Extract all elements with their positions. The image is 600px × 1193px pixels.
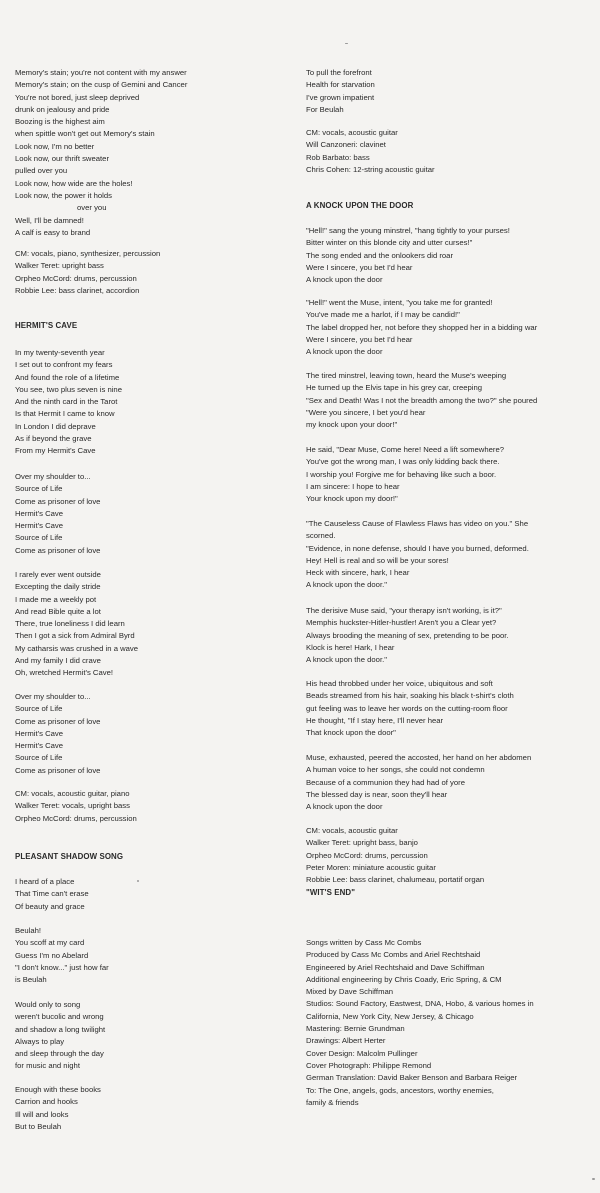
text-line: Then I got a sick from Admiral Byrd <box>15 631 135 641</box>
text-block <box>306 127 591 176</box>
text-line: drunk on jealousy and pride <box>15 104 110 114</box>
text-line: Studios: Sound Factory, Eastwest, DNA, Hobo, & various homes in <box>306 999 534 1009</box>
text-line: Mastering: Bernie Grundman <box>306 1024 405 1034</box>
text-line: Is that Hermit I came to know <box>15 409 115 419</box>
text-line: Source of Life <box>15 753 63 763</box>
text-line: The blessed day is near, soon they'll hear <box>306 789 448 799</box>
text-line: There, true loneliness I did learn <box>15 619 125 629</box>
text-line: Heck with sincere, hark, I hear <box>306 568 410 578</box>
song-title: HERMIT'S CAVE <box>15 321 78 330</box>
text-line: family & friends <box>306 1097 359 1107</box>
text-block <box>15 1084 300 1133</box>
text-line: Hermit's Cave <box>15 741 64 751</box>
text-line: Come as prisoner of love <box>15 716 101 726</box>
text-line: Memphis huckster-Hitler-hustler! Aren't you a Clear yet? <box>306 618 497 628</box>
text-line: Because of a communion they had had of yore <box>306 777 465 787</box>
text-line: and sleep through the day <box>15 1049 104 1059</box>
text-line: Boozing is the highest aim <box>15 117 105 127</box>
text-line: Peter Moren: miniature acoustic guitar <box>306 862 436 872</box>
text-line: Klock is here! Hark, I hear <box>306 642 395 652</box>
text-line: I made me a weekly pot <box>15 594 97 604</box>
text-line: A knock upon the door." <box>306 580 387 590</box>
text-line: And found the role of a lifetime <box>15 372 120 382</box>
text-line: Orpheo McCord: drums, percussion <box>15 813 137 823</box>
text-line: and shadow a long twilight <box>15 1024 106 1034</box>
text-block <box>15 248 300 297</box>
song-title: PLEASANT SHADOW SONG <box>15 852 124 861</box>
text-block <box>15 999 300 1073</box>
text-line: Memory's stain; you're not content with my answer <box>15 68 187 77</box>
text-line: That Time can't erase <box>15 889 89 899</box>
text-block <box>306 297 591 358</box>
text-line: The label dropped her, not before they shopped her in a bidding war <box>306 322 538 332</box>
text-line: Would only to song <box>15 1000 81 1009</box>
text-line: Memory's stain; on the cusp of Gemini and Cancer <box>15 80 188 90</box>
text-line: Chris Cohen: 12-string acoustic guitar <box>306 164 435 174</box>
text-line: Engineered by Ariel Rechtshaid and Dave Schiffman <box>306 962 485 972</box>
text-block <box>306 752 591 813</box>
text-line: A human voice to her songs, she could not condemn <box>306 765 485 775</box>
text-line: Bitter winter on this blonde city and utter curses!" <box>306 238 473 248</box>
text-block <box>306 678 591 739</box>
text-line: over you <box>77 203 107 213</box>
text-line: He thought, "If I stay here, I'll never hear <box>306 715 444 725</box>
text-line: Will Canzoneri: clavinet <box>306 140 386 150</box>
text-line: Ill will and looks <box>15 1109 69 1119</box>
text-line: Health for starvation <box>306 80 375 90</box>
text-line: Rob Barbato: bass <box>306 152 370 162</box>
text-line: A calf is easy to brand <box>15 227 91 237</box>
text-line: You're not bored, just sleep deprived <box>15 92 140 102</box>
text-block <box>306 605 591 666</box>
text-line: my knock upon your door!" <box>306 420 398 430</box>
text-line: Walker Teret: vocals, upright bass <box>15 801 130 811</box>
text-line: You see, two plus seven is nine <box>15 384 122 394</box>
text-line: And the ninth card in the Tarot <box>15 397 118 407</box>
text-line: I am sincere: I hope to hear <box>306 481 400 491</box>
text-line: My catharsis was crushed in a wave <box>15 643 139 653</box>
text-block <box>15 569 300 680</box>
text-line: Source of Life <box>15 484 63 494</box>
text-line: The tired minstrel, leaving town, heard the Muse's weeping <box>306 371 507 380</box>
text-line: scorned. <box>306 531 336 541</box>
text-block <box>15 691 300 777</box>
text-line: weren't bucolic and wrong <box>15 1012 104 1022</box>
text-line: And my family I did crave <box>15 656 101 666</box>
text-line: The song ended and the onlookers did roar <box>306 250 454 260</box>
text-block <box>306 825 591 886</box>
text-line: You've got the wrong man, I was only kidding back there. <box>306 457 500 467</box>
text-line: But to Beulah <box>15 1121 62 1131</box>
text-line: Produced by Cass Mc Combs and Ariel Rechtshaid <box>306 950 481 960</box>
text-line: Cover Photograph: Philippe Remond <box>306 1060 432 1070</box>
text-line: Hermit's Cave <box>15 521 64 531</box>
text-line: Orpheo McCord: drums, percussion <box>306 850 428 860</box>
text-line: In London I did deprave <box>15 421 96 431</box>
text-line: "Evidence, in none defense, should I have you burned, deformed. <box>306 543 529 553</box>
text-line: Hey! Hell is real and so will be your sores! <box>306 555 449 565</box>
text-line: Come as prisoner of love <box>15 545 101 555</box>
text-line: Muse, exhausted, peered the accosted, her hand on her abdomen <box>306 753 532 762</box>
text-line: And read Bible quite a lot <box>15 606 101 616</box>
text-block <box>15 67 300 239</box>
text-line: Come as prisoner of love <box>15 496 101 506</box>
song-title: "WIT'S END" <box>306 888 356 897</box>
text-line: "I don't know..." just how far <box>15 962 109 972</box>
text-line: Hermit's Cave <box>15 508 64 518</box>
text-line: Source of Life <box>15 533 63 543</box>
text-line: Mixed by Dave Schiffman <box>306 987 394 997</box>
text-line: I worship you! Forgive me for behaving like such a boor. <box>306 469 497 479</box>
text-block <box>306 225 591 286</box>
text-line: Excepting the daily stride <box>15 582 101 592</box>
text-line: Oh, wretched Hermit's Cave! <box>15 668 114 678</box>
text-line: Over my shoulder to... <box>15 472 91 481</box>
text-line: Over my shoulder to... <box>15 692 91 701</box>
song-heading-block <box>306 200 591 212</box>
text-line: "Sex and Death! Was I not the breadth among the two?" she poured <box>306 395 538 405</box>
text-line: For Beulah <box>306 104 344 114</box>
text-line: I set out to confront my fears <box>15 360 113 370</box>
text-line: To: The One, angels, gods, ancestors, worthy enemies, <box>306 1085 494 1095</box>
text-line: Guess I'm no Abelard <box>15 950 89 960</box>
text-line: Were I sincere, you bet I'd hear <box>306 334 413 344</box>
text-line: "Hell!" went the Muse, intent, "you take me for granted! <box>306 298 493 307</box>
text-line: He turned up the Elvis tape in his grey car, creeping <box>306 383 483 393</box>
text-line: CM: vocals, acoustic guitar, piano <box>15 789 130 798</box>
text-line: Additional engineering by Chris Coady, Eric Spring, & CM <box>306 974 502 984</box>
text-line: "Were you sincere, I bet you'd hear <box>306 407 426 417</box>
text-line: Beulah! <box>15 926 42 935</box>
text-line: Of beauty and grace <box>15 901 85 911</box>
text-line: You've made me a harlot, if I may be candid!" <box>306 310 460 320</box>
text-line: "Hell!" sang the young minstrel, "hang tightly to your purses! <box>306 226 510 235</box>
text-line: As if beyond the grave <box>15 434 92 444</box>
text-line: is Beulah <box>15 975 47 985</box>
text-line: That knock upon the door" <box>306 728 396 738</box>
text-line: CM: vocals, piano, synthesizer, percussion <box>15 249 161 258</box>
paper-speck <box>592 1178 595 1180</box>
text-block <box>306 937 591 1109</box>
text-line: Look now, how wide are the holes! <box>15 178 133 188</box>
text-line: I rarely ever went outside <box>15 570 101 579</box>
text-line: Come as prisoner of love <box>15 765 101 775</box>
text-line: Always to play <box>15 1036 65 1046</box>
text-line: pulled over you <box>15 166 68 176</box>
text-line: Always brooding the meaning of sex, pretending to be poor. <box>306 630 509 640</box>
text-block <box>306 518 591 592</box>
text-block <box>15 925 300 986</box>
text-line: Your knock upon my door!" <box>306 494 398 504</box>
text-block <box>306 370 591 431</box>
song-heading-block <box>15 320 300 332</box>
text-line: California, New York City, New Jersey, & Chicago <box>306 1011 474 1021</box>
text-line: Orpheo McCord: drums, percussion <box>15 273 137 283</box>
text-line: The derisive Muse said, "your therapy isn't working, is it?" <box>306 606 502 615</box>
text-line: His head throbbed under her voice, ubiquitous and soft <box>306 679 493 688</box>
text-line: Look now, our thrift sweater <box>15 154 110 164</box>
text-line: You scoff at my card <box>15 938 85 948</box>
text-line: Hermit's Cave <box>15 728 64 738</box>
song-title: A KNOCK UPON THE DOOR <box>306 201 414 210</box>
text-line: gut feeling was to leave her words on the cutting-room floor <box>306 703 508 713</box>
song-heading-block <box>15 851 300 863</box>
text-line: To pull the forefront <box>306 68 372 77</box>
text-line: German Translation: David Baker Benson and Barbara Reiger <box>306 1073 518 1083</box>
text-line: In my twenty-seventh year <box>15 348 105 357</box>
text-line: Beads streamed from his hair, soaking his black t-shirt's cloth <box>306 691 514 701</box>
text-line: "The Causeless Cause of Flawless Flaws has video on you." She <box>306 519 529 528</box>
text-line: Robbie Lee: bass clarinet, chalumeau, portatif organ <box>306 875 485 885</box>
text-line: CM: vocals, acoustic guitar <box>306 826 398 835</box>
text-line: Carrion and hooks <box>15 1097 78 1107</box>
text-block <box>306 444 591 505</box>
text-block <box>15 788 300 825</box>
text-line: CM: vocals, acoustic guitar <box>306 128 398 137</box>
text-line: Walker Teret: upright bass <box>15 261 104 271</box>
paper-speck <box>345 43 348 44</box>
text-line: A knock upon the door <box>306 802 383 812</box>
text-line: Were I sincere, you bet I'd hear <box>306 262 413 272</box>
text-block <box>15 471 300 557</box>
text-block <box>306 67 591 116</box>
text-line: From my Hermit's Cave <box>15 446 96 456</box>
text-line: A knock upon the door <box>306 275 383 285</box>
text-line: Well, I'll be damned! <box>15 215 84 225</box>
text-line: Drawings: Albert Herter <box>306 1036 386 1046</box>
text-line: He said, "Dear Muse, Come here! Need a lift somewhere? <box>306 445 504 454</box>
text-line: Look now, the power it holds <box>15 190 113 200</box>
text-line: when spittle won't get out Memory's stain <box>15 129 155 139</box>
text-line: I've grown impatient <box>306 92 375 102</box>
text-line: for music and night <box>15 1061 80 1071</box>
text-line: A knock upon the door." <box>306 655 387 665</box>
text-line: Enough with these books <box>15 1085 101 1094</box>
text-line: Walker Teret: upright bass, banjo <box>306 838 418 848</box>
text-line: Source of Life <box>15 704 63 714</box>
song-heading-block <box>306 887 591 899</box>
text-line: Cover Design: Malcolm Pullinger <box>306 1048 418 1058</box>
text-line: I heard of a place <box>15 877 75 886</box>
text-line: Look now, I'm no better <box>15 141 95 151</box>
text-line: A knock upon the door <box>306 347 383 357</box>
text-block <box>15 347 300 458</box>
text-line: Songs written by Cass Mc Combs <box>306 938 422 947</box>
text-block <box>15 876 300 913</box>
text-line: Robbie Lee: bass clarinet, accordion <box>15 285 140 295</box>
